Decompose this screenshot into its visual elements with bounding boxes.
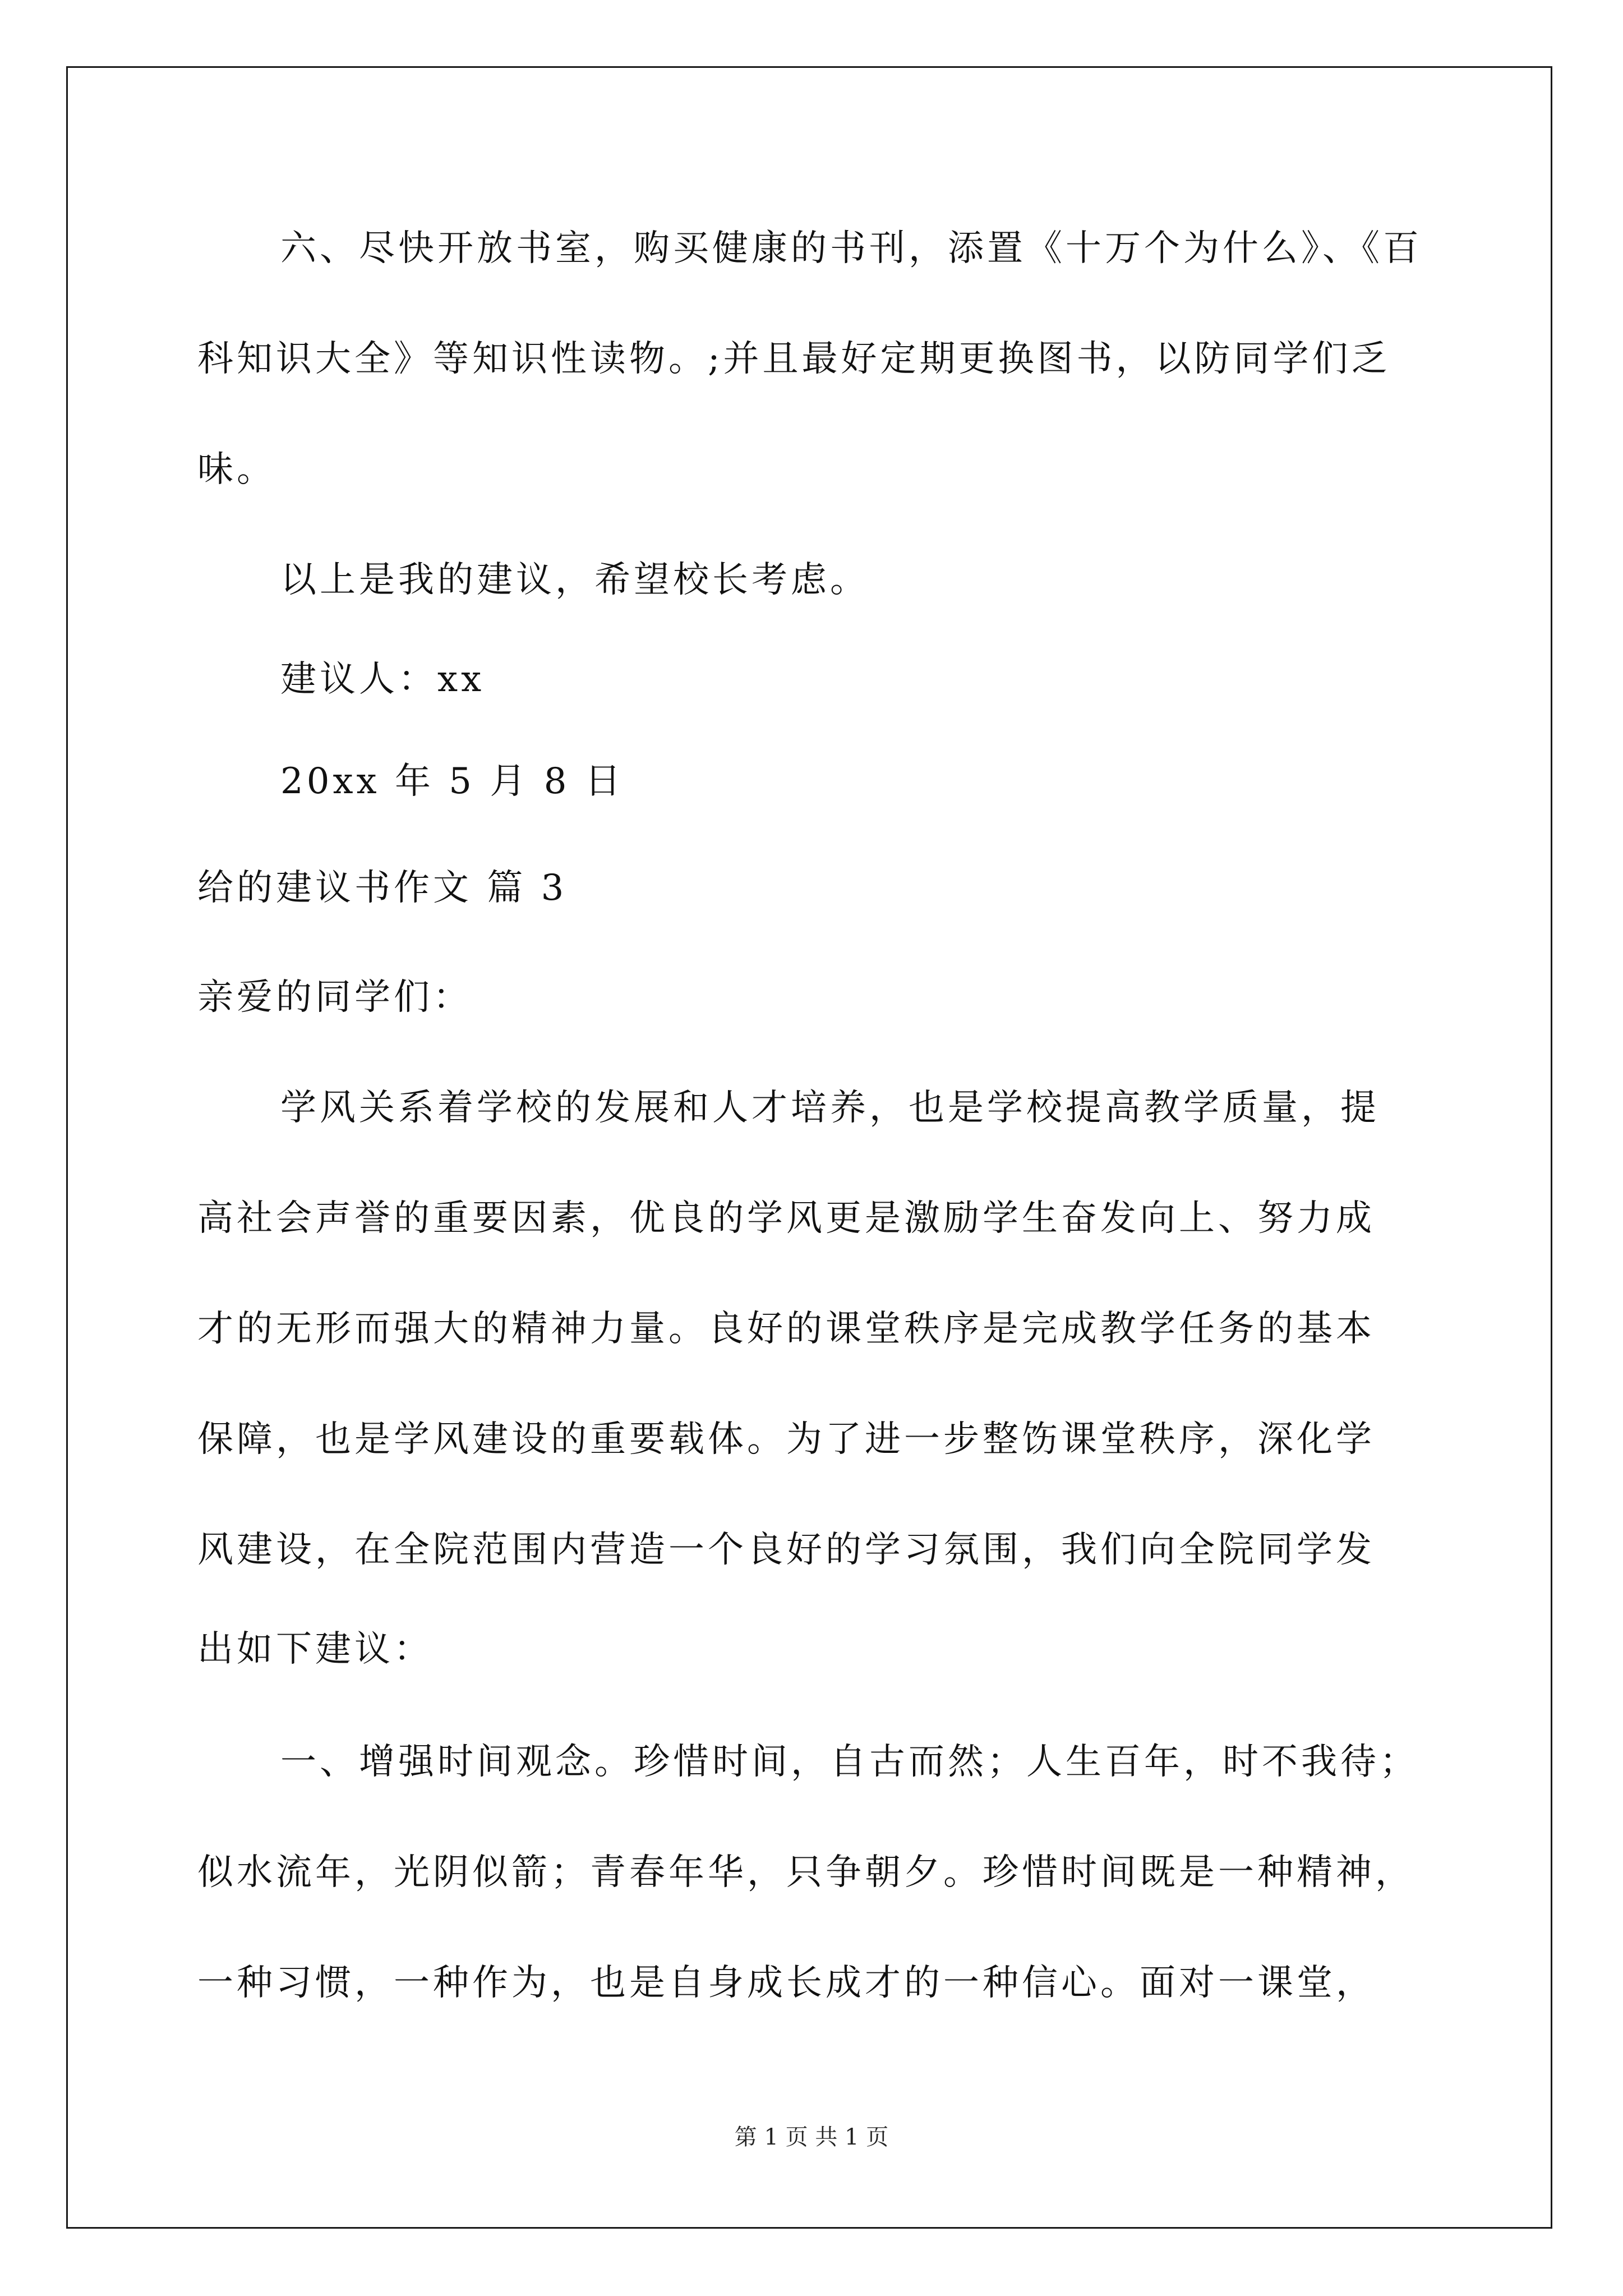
body-line-11: 才的无形而强大的精神力量。良好的课堂秩序是完成教学任务的基本 bbox=[197, 1308, 1375, 1350]
page-number-footer: 第 1 页 共 1 页 bbox=[734, 2124, 889, 2150]
section-heading: 给的建议书作文 篇 3 bbox=[197, 867, 568, 909]
body-line-12: 保障，也是学风建设的重要载体。为了进一步整饬课堂秩序，深化学 bbox=[197, 1419, 1375, 1460]
body-line-14: 出如下建议： bbox=[197, 1628, 433, 1670]
body-line-16: 似水流年，光阴似箭；青春年华，只争朝夕。珍惜时间既是一种精神， bbox=[197, 1852, 1414, 1893]
signature-line: 建议人：xx bbox=[280, 659, 485, 700]
body-line-3: 味。 bbox=[197, 449, 276, 490]
body-line-9: 学风关系着学校的发展和人才培养，也是学校提高教学质量，提 bbox=[280, 1087, 1380, 1129]
body-line-13: 风建设，在全院范围内营造一个良好的学习氛围，我们向全院同学发 bbox=[197, 1529, 1375, 1571]
salutation: 亲爱的同学们： bbox=[197, 977, 472, 1018]
body-line-2: 科知识大全》等知识性读物。;并且最好定期更换图书，以防同学们乏 bbox=[197, 338, 1391, 380]
body-line-4: 以上是我的建议，希望校长考虑。 bbox=[280, 559, 869, 601]
page-border bbox=[66, 66, 1552, 2229]
body-line-1: 六、尽快开放书室，购买健康的书刊，添置《十万个为什么》、《百 bbox=[280, 228, 1422, 269]
date-line: 20xx 年 5 月 8 日 bbox=[280, 761, 624, 802]
body-line-17: 一种习惯，一种作为，也是自身成长成才的一种信心。面对一课堂， bbox=[197, 1962, 1375, 2004]
body-line-15: 一、增强时间观念。珍惜时间，自古而然；人生百年，时不我待； bbox=[280, 1741, 1419, 1783]
body-line-10: 高社会声誉的重要因素，优良的学风更是激励学生奋发向上、努力成 bbox=[197, 1198, 1375, 1239]
